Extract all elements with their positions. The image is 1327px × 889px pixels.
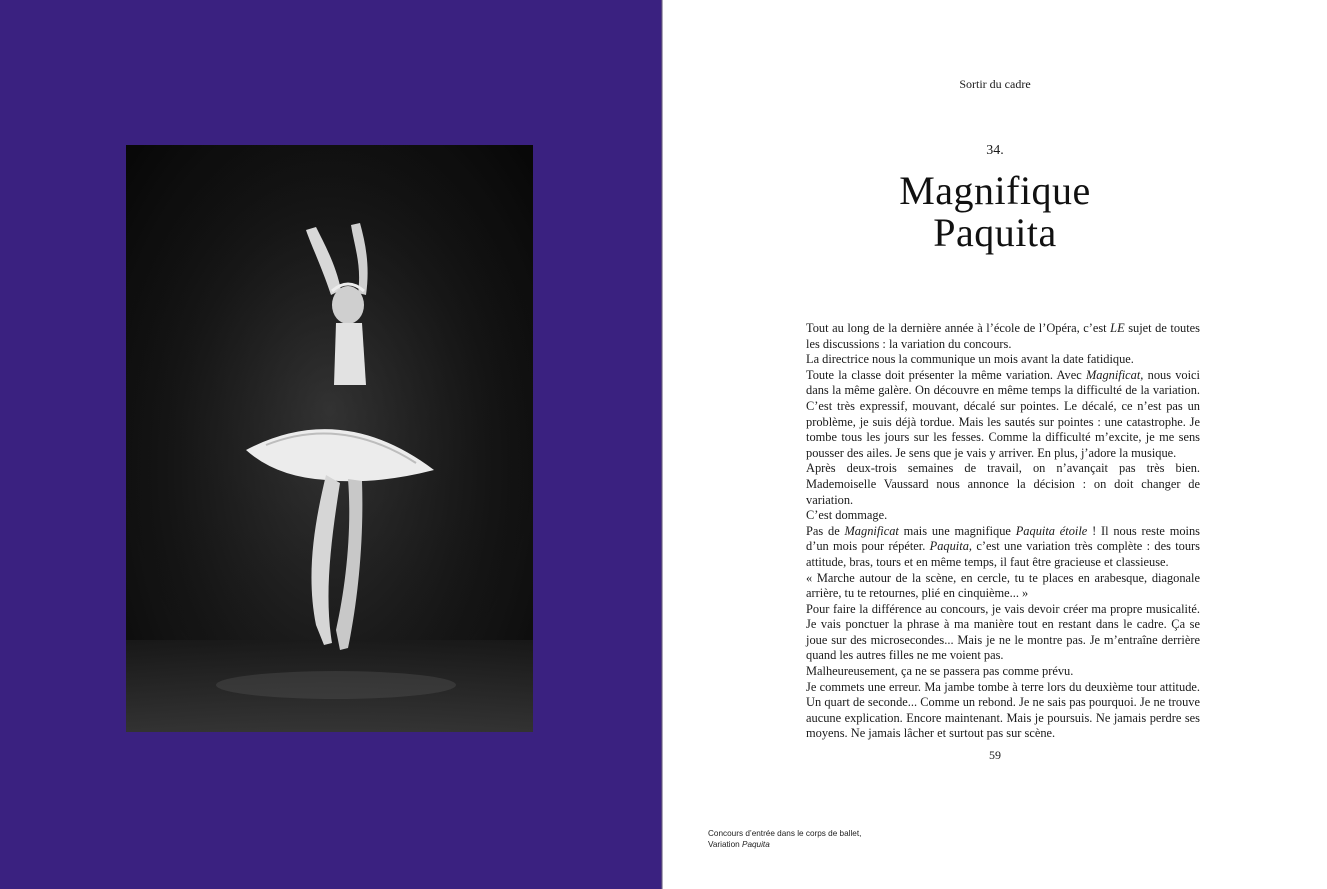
chapter-title-line-1: Magnifique bbox=[899, 168, 1091, 213]
body-paragraph bbox=[806, 352, 1200, 368]
paragraph-run: nous voici dans la même galère. On découvre en même temps la difficulté de la variation. C’est très expressif, mouvant, décalé sur pointes. Le décalé, ce n’est pas un problème, je suis déjà tordue. Mais les sautés sur pointes : une catastrophe. Je tombe tous les jours sur les fesses. Comme la difficulté m’excite, je me sens pousser des ailes. Je sens que je vais y arriver. En plus, j’adore la musique. bbox=[806, 367, 1201, 460]
caption-line-2-italic: Paquita bbox=[741, 839, 770, 849]
photo-caption bbox=[708, 829, 1008, 850]
body-paragraph bbox=[806, 680, 1200, 742]
paragraph-run: La directrice nous la communique un mois avant la date fatidique. bbox=[806, 352, 1134, 367]
chapter-title-line-2: Paquita bbox=[933, 210, 1057, 255]
ballerina-photo bbox=[126, 145, 533, 732]
paragraph-run: Pour faire la différence au concours, je vais devoir créer ma propre musicalité. Je vais ponctuer la phrase à ma manière tout en restant dans le cadre. Ça se joue sur des microsecondes... Mais je ne le montre pas. Je m’entraîne derrière quand les autres filles ne me voient pas. bbox=[806, 601, 1200, 663]
paragraph-run: Pas de bbox=[806, 523, 845, 538]
body-paragraph bbox=[806, 508, 1200, 524]
paragraph-run: Paquita, bbox=[929, 539, 972, 554]
right-page bbox=[663, 0, 1327, 889]
paragraph-run: C’est dommage. bbox=[806, 508, 888, 523]
paragraph-run: mais une magnifique bbox=[898, 523, 1016, 538]
body-text bbox=[806, 321, 1200, 742]
body-paragraph bbox=[806, 368, 1200, 462]
left-page bbox=[0, 0, 661, 889]
chapter-number: 34. bbox=[986, 143, 1004, 158]
body-paragraph bbox=[806, 664, 1200, 680]
page-number: 59 bbox=[989, 748, 1001, 762]
paragraph-run: Malheureusement, ça ne se passera pas comme prévu. bbox=[806, 664, 1074, 679]
running-head: Sortir du cadre bbox=[959, 77, 1031, 91]
paragraph-run: Magnificat, bbox=[1085, 367, 1144, 382]
body-paragraph bbox=[806, 461, 1200, 508]
paragraph-run: c’est une variation très complète : des tours attitude, bras, tours et en même temps, il faut être gracieuse et classieuse. bbox=[806, 539, 1200, 569]
paragraph-run: Après deux-trois semaines de travail, on n’avançait pas très bien. Mademoiselle Vaussard nous annonce la décision : on doit changer de variation. bbox=[806, 461, 1200, 507]
body-paragraph bbox=[806, 602, 1200, 664]
paragraph-run: sujet de toutes les discussions : la variation du concours. bbox=[806, 321, 1200, 351]
ballerina-illustration bbox=[126, 145, 533, 732]
body-paragraph bbox=[806, 321, 1200, 352]
paragraph-run: ! Il nous reste moins d’un mois pour répéter. bbox=[806, 523, 1200, 554]
paragraph-run: Je commets une erreur. Ma jambe tombe à terre lors du deuxième tour attitude. Un quart de seconde... Comme un rebond. Je ne sais pas pourquoi. Je ne trouve aucune explication. Encore maintenant. Mais je poursuis. Ne jamais perdre ses moyens. Ne jamais lâcher et surtout pas sur scène. bbox=[806, 679, 1200, 741]
paragraph-run: « Marche autour de la scène, en cercle, tu te places en arabesque, diagonale arrière, tu te retournes, plié en cinquième... » bbox=[806, 570, 1200, 601]
paragraph-run: LE bbox=[1110, 321, 1125, 335]
paragraph-run: Magnificat bbox=[844, 523, 899, 538]
caption-line-2 bbox=[708, 840, 1008, 851]
caption-line-1: Concours d’entrée dans le corps de ballet, bbox=[708, 829, 862, 838]
paragraph-run: Toute la classe doit présenter la même variation. Avec bbox=[806, 367, 1086, 382]
caption-line-2-prefix: Variation bbox=[708, 839, 742, 849]
paragraph-run: Tout au long de la dernière année à l’école de l’Opéra, c’est bbox=[806, 321, 1111, 335]
chapter-title bbox=[663, 170, 1327, 254]
paragraph-run: Paquita étoile bbox=[1015, 523, 1088, 538]
body-paragraph bbox=[806, 524, 1200, 571]
body-paragraph bbox=[806, 571, 1200, 602]
